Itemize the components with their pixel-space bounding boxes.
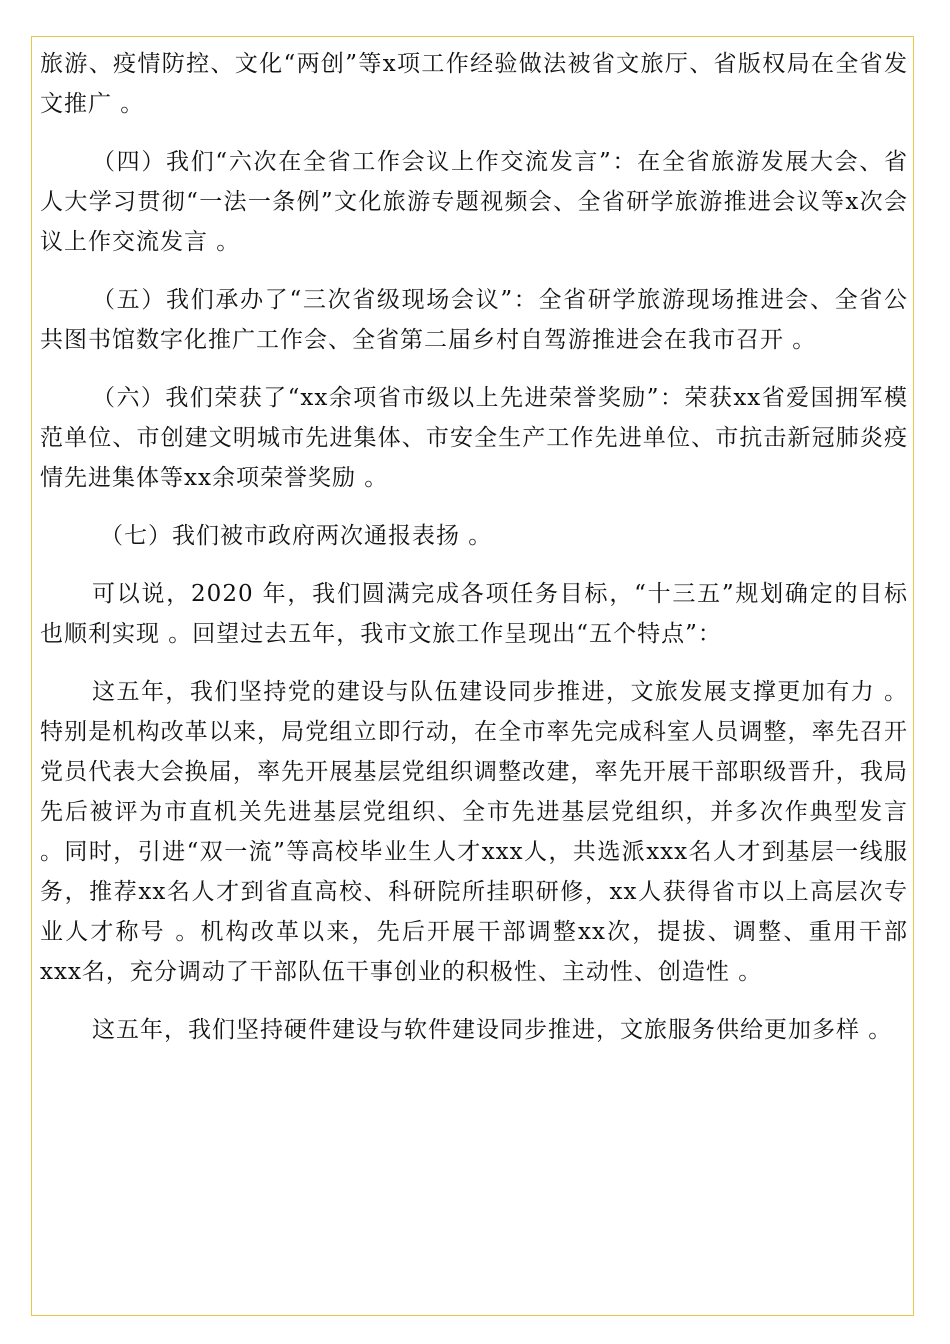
paragraph-item-6: （六）我们荣获了“xx余项省市级以上先进荣誉奖励”：荣获xx省爱国拥军模范单位、市创建文明城市先进集体、市安全生产工作先进单位、市抗击新冠肺炎疫情先进集体等xx余项荣誉奖励 。 [40, 385, 908, 491]
paragraph-continued: 旅游、疫情防控、文化“两创”等x项工作经验做法被省文旅厅、省版权局在全省发文推广 。 [40, 51, 908, 117]
paragraph-item-5: （五）我们承办了“三次省级现场会议”：全省研学旅游现场推进会、全省公共图书馆数字化推广工作会、全省第二届乡村自驾游推进会在我市召开 。 [40, 287, 908, 353]
paragraph-item-7: （七）我们被市政府两次通报表扬 。 [100, 523, 493, 549]
paragraph-item-4: （四）我们“六次在全省工作会议上作交流发言”：在全省旅游发展大会、省人大学习贯彻“一法一条例”文化旅游专题视频会、全省研学旅游推进会议等x次会议上作交流发言 。 [40, 149, 908, 255]
paragraph-party-building: 这五年，我们坚持党的建设与队伍建设同步推进，文旅发展支撑更加有力 。特别是机构改革以来，局党组立即行动，在全市率先完成科室人员调整，率先召开党员代表大会换届，率先开展基层党组织调整改建，率先开展干部职级晋升，我局先后被评为市直机关先进基层党组织、全市先进基层党组织，并多次作典型发言 。同时，引进“双一流”等高校毕业生人才xxx人，共选派xxx名人才到基层一线服务，推荐xx名人才到省直高校、科研院所挂职研修，xx人获得省市以上高层次专业人才称号 。机构改革以来，先后开展干部调整xx次，提拔、调整、重用干部xxx名，充分调动了干部队伍干事创业的积极性、主动性、创造性 。 [40, 679, 908, 985]
paragraph-infrastructure: 这五年，我们坚持硬件建设与软件建设同步推进，文旅服务供给更加多样 。 [92, 1017, 893, 1043]
document-body [40, 44, 908, 1068]
paragraph-summary: 可以说，2020 年，我们圆满完成各项任务目标，“十三五”规划确定的目标也顺利实现 。回望过去五年，我市文旅工作呈现出“五个特点”： [40, 581, 908, 647]
